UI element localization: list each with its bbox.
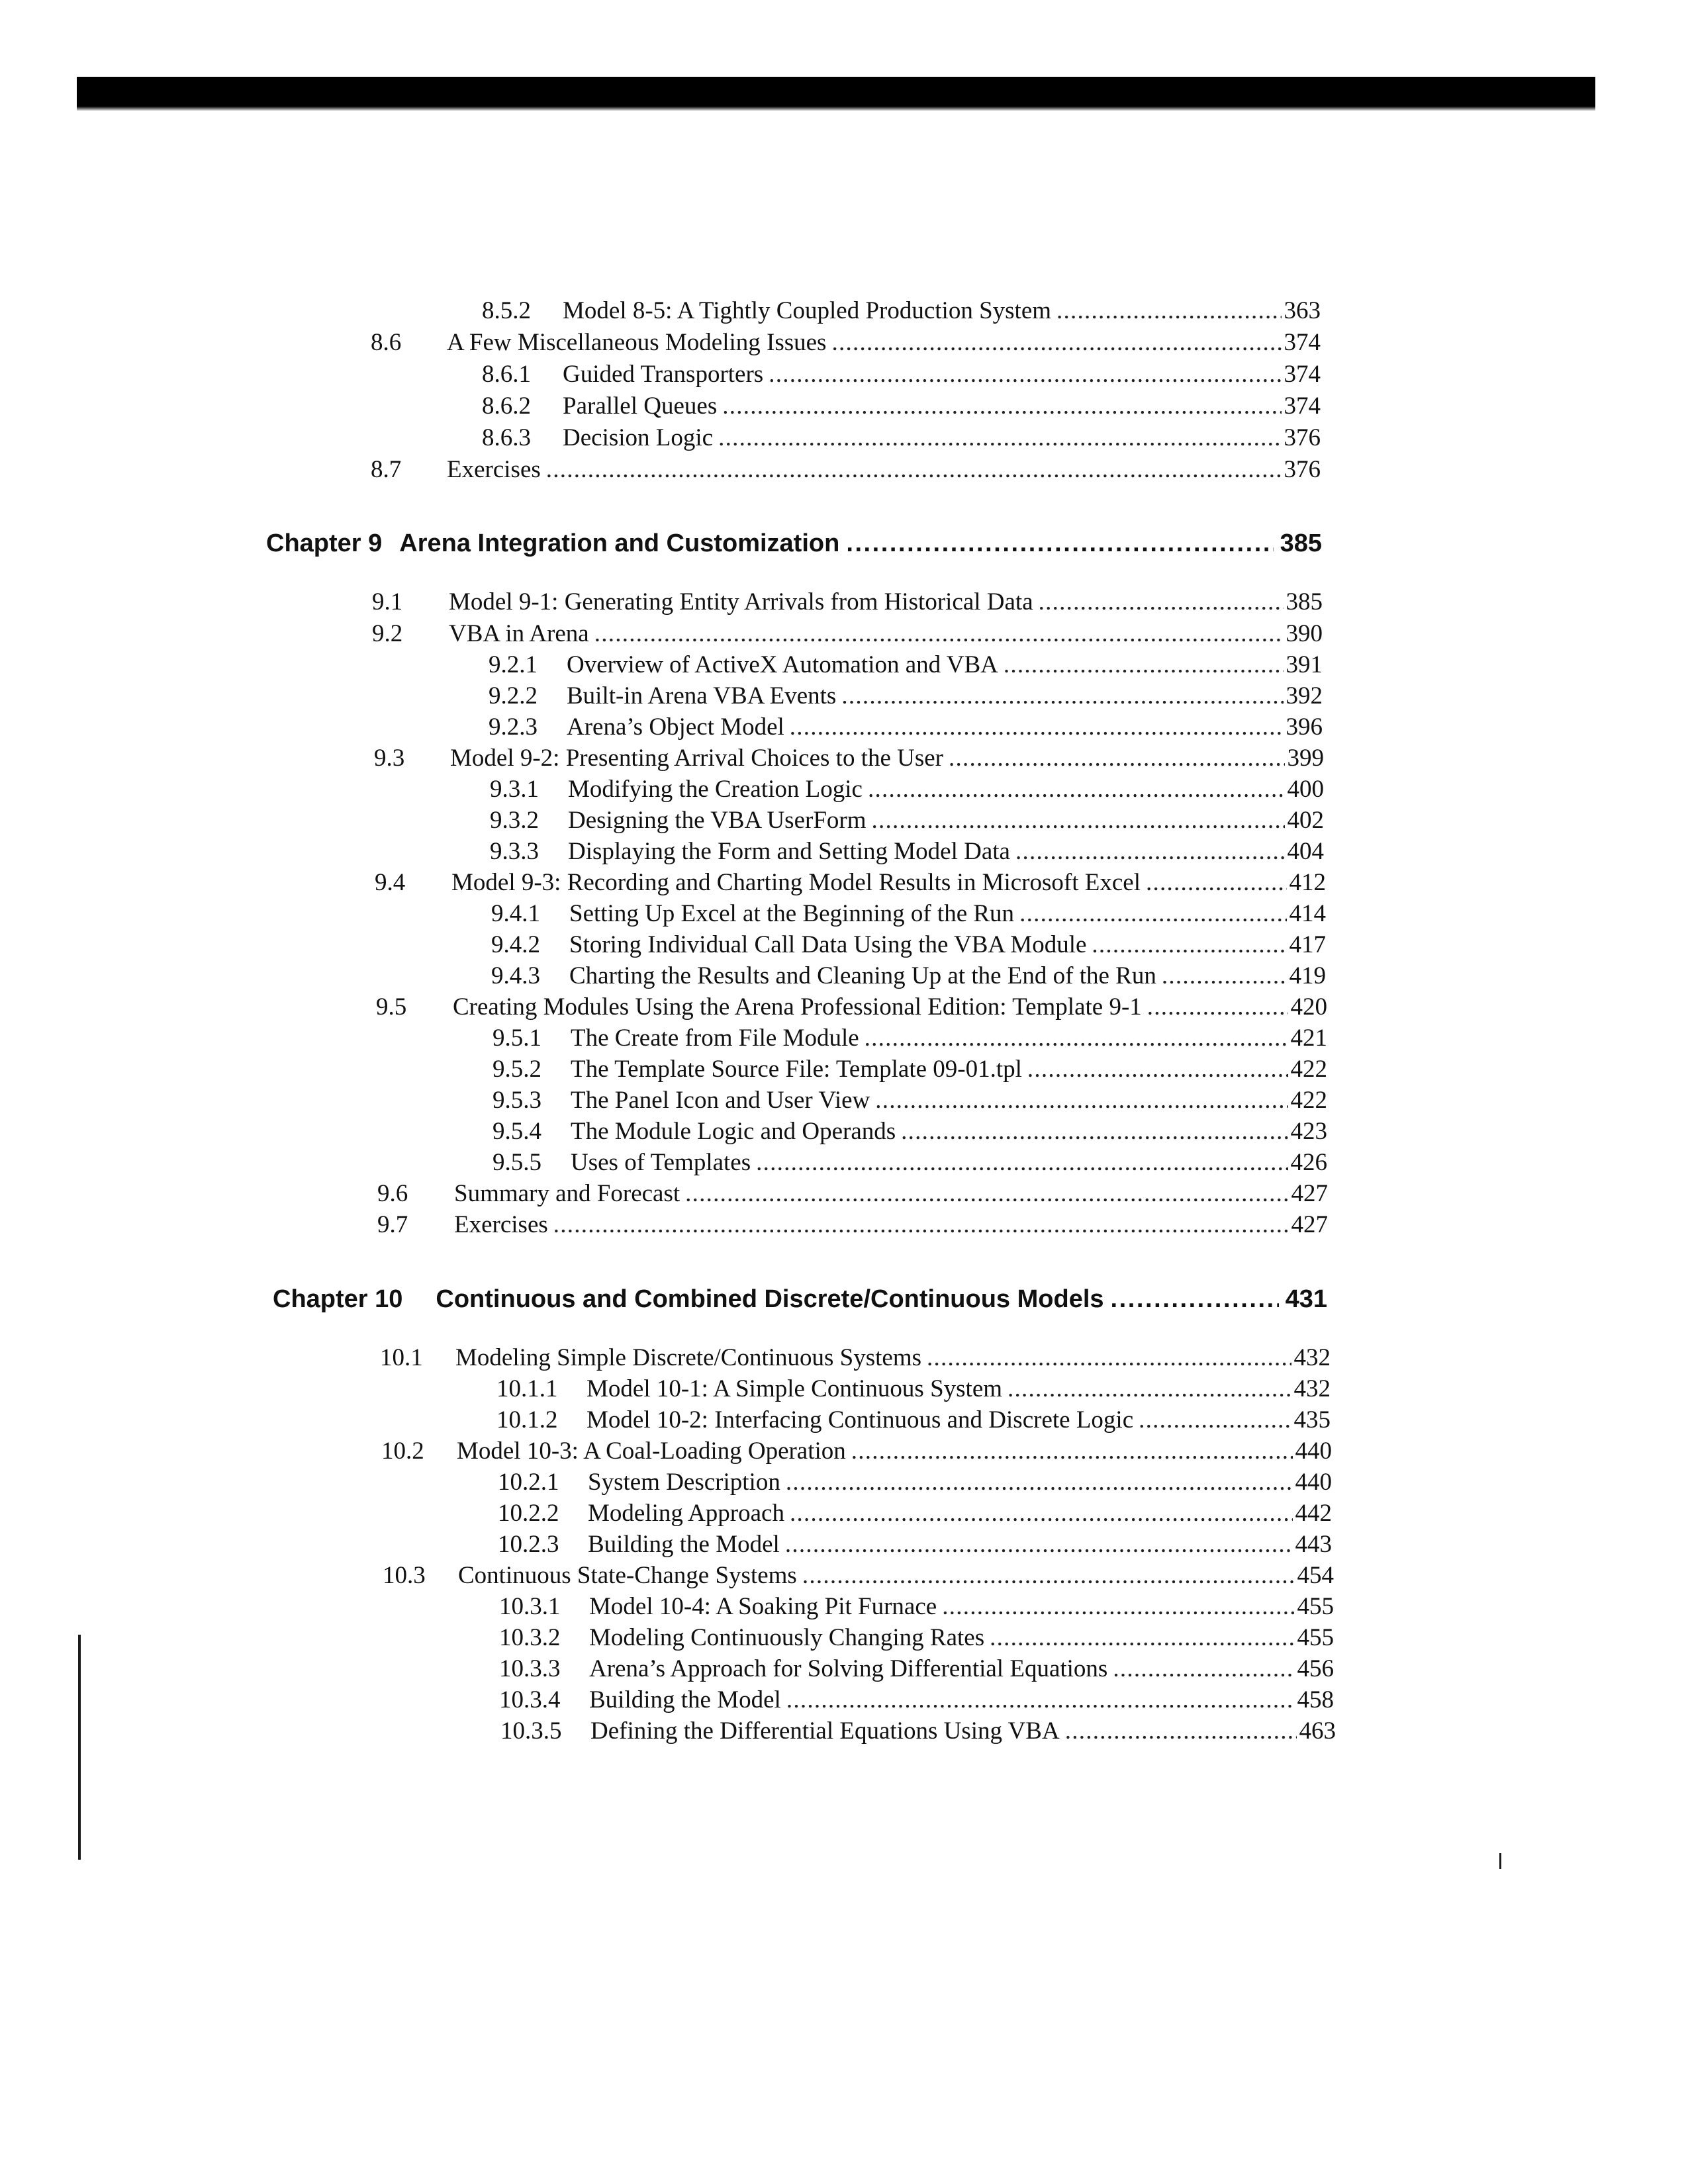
section-number: 9.2.1	[489, 651, 538, 678]
toc-entry[interactable]	[482, 296, 1321, 325]
section-number: 8.5.2	[482, 297, 531, 324]
toc-entry[interactable]	[492, 1055, 1327, 1083]
dot-leader	[1162, 962, 1287, 990]
section-number: 10.1	[380, 1344, 423, 1371]
chapter-label: Chapter 9	[266, 529, 383, 557]
section-number: 8.6	[371, 329, 402, 356]
dot-leader	[1008, 1375, 1291, 1403]
section-title: Modeling Approach	[588, 1500, 784, 1527]
page-number: 363	[1284, 297, 1321, 324]
section-title: The Template Source File: Template 09-01.tpl	[571, 1056, 1022, 1083]
toc-entry[interactable]	[496, 1406, 1331, 1434]
toc-entry[interactable]	[491, 962, 1326, 990]
section-title: Building the Model	[588, 1531, 780, 1558]
page-number: 455	[1297, 1593, 1334, 1620]
section-number: 8.6.2	[482, 392, 531, 420]
toc-entry[interactable]	[482, 392, 1321, 420]
section-title: Exercises	[454, 1211, 548, 1238]
section-title: Model 9-1: Generating Entity Arrivals from Historical Data	[449, 588, 1033, 615]
page-number: 443	[1295, 1531, 1332, 1558]
dot-leader	[1015, 837, 1285, 866]
toc-entry[interactable]	[492, 1086, 1327, 1115]
section-title: Building the Model	[589, 1686, 781, 1713]
dot-leader	[785, 1530, 1293, 1559]
dot-leader	[831, 328, 1281, 357]
section-number: 9.5.3	[492, 1087, 541, 1114]
page-number: 440	[1295, 1437, 1332, 1465]
page-number: 404	[1287, 838, 1324, 865]
toc-entry[interactable]	[371, 328, 1321, 357]
dot-leader	[949, 744, 1284, 772]
section-title: A Few Miscellaneous Modeling Issues	[447, 329, 827, 356]
toc-entry[interactable]	[500, 1717, 1336, 1745]
page-number: 419	[1289, 962, 1326, 989]
dot-leader	[927, 1343, 1291, 1372]
section-title: Decision Logic	[563, 424, 714, 451]
dot-leader	[1039, 588, 1284, 616]
dot-leader	[942, 1592, 1294, 1621]
toc-entry[interactable]	[499, 1686, 1334, 1714]
section-number: 10.3.1	[499, 1593, 561, 1620]
dot-leader	[1147, 993, 1288, 1021]
toc-entry[interactable]	[489, 682, 1323, 710]
toc-entry[interactable]	[380, 1343, 1331, 1372]
toc-entry[interactable]	[377, 1210, 1328, 1239]
page-number: 432	[1293, 1344, 1331, 1371]
dot-leader	[790, 1499, 1293, 1527]
section-number: 9.2	[372, 620, 403, 647]
toc-entry[interactable]	[371, 455, 1321, 484]
chapter-page-number: 385	[1280, 529, 1322, 557]
section-title: Modeling Continuously Changing Rates	[589, 1624, 985, 1651]
section-number: 9.3.1	[490, 776, 539, 803]
page-number: 435	[1293, 1406, 1331, 1433]
section-title: Charting the Results and Cleaning Up at the End of the Run	[569, 962, 1156, 989]
dot-leader	[790, 713, 1284, 741]
section-number: 9.5.5	[492, 1149, 541, 1176]
page-number: 374	[1284, 329, 1321, 356]
dot-leader	[872, 806, 1285, 835]
page-number: 455	[1297, 1624, 1334, 1651]
dot-leader	[594, 619, 1284, 648]
page-number: 454	[1297, 1562, 1334, 1589]
page-number: 420	[1290, 993, 1327, 1021]
section-number: 9.2.2	[489, 682, 538, 709]
section-title: VBA in Arena	[449, 620, 589, 647]
section-title: Built-in Arena VBA Events	[567, 682, 837, 709]
dot-leader	[1027, 1055, 1288, 1083]
dot-leader	[769, 360, 1281, 388]
dot-leader	[990, 1623, 1294, 1652]
dot-leader	[718, 424, 1281, 452]
section-number: 9.3.3	[490, 838, 539, 865]
dot-leader	[868, 775, 1285, 803]
section-number: 8.6.3	[482, 424, 531, 451]
dot-leader	[846, 529, 1273, 558]
section-title: Storing Individual Call Data Using the VBA Module	[569, 931, 1087, 958]
section-number: 10.2.1	[498, 1469, 559, 1496]
page-number: 463	[1299, 1717, 1336, 1745]
section-title: Model 10-4: A Soaking Pit Furnace	[589, 1593, 937, 1620]
section-title: System Description	[588, 1469, 780, 1496]
section-title: Model 9-3: Recording and Charting Model Results in Microsoft Excel	[451, 869, 1141, 896]
section-title: Modeling Simple Discrete/Continuous Systems	[455, 1344, 922, 1371]
page-number: 376	[1284, 424, 1321, 451]
page-number: 412	[1289, 869, 1326, 896]
section-title: Setting Up Excel at the Beginning of the Run	[569, 900, 1015, 927]
dot-leader	[1092, 931, 1286, 959]
page-number: 400	[1287, 776, 1324, 803]
section-title: Model 10-3: A Coal-Loading Operation	[457, 1437, 846, 1465]
section-number: 10.2	[381, 1437, 424, 1465]
toc-entry[interactable]	[482, 424, 1321, 452]
section-title: Parallel Queues	[563, 392, 718, 420]
page-number: 421	[1290, 1024, 1327, 1052]
toc-entry[interactable]	[490, 837, 1324, 866]
dot-leader	[786, 1468, 1293, 1496]
section-number: 10.3.4	[499, 1686, 561, 1713]
page-number: 432	[1293, 1375, 1331, 1402]
toc-entry[interactable]	[490, 806, 1324, 835]
page-number: 399	[1287, 745, 1324, 772]
page-number: 440	[1295, 1469, 1332, 1496]
chapter-heading	[266, 529, 1322, 558]
page-number: 417	[1289, 931, 1326, 958]
section-title: Defining the Differential Equations Using VBA	[590, 1717, 1060, 1745]
chapter-page-number: 431	[1285, 1285, 1327, 1313]
toc-entry[interactable]	[492, 1148, 1327, 1177]
dot-leader	[865, 1024, 1288, 1052]
page-number: 374	[1284, 392, 1321, 420]
section-title: Exercises	[447, 456, 541, 483]
page-number: 426	[1290, 1149, 1327, 1176]
dot-leader	[841, 682, 1283, 710]
dot-leader	[1146, 868, 1287, 897]
section-title: The Module Logic and Operands	[571, 1118, 896, 1145]
page-number: 392	[1286, 682, 1323, 709]
page-number: 427	[1291, 1211, 1328, 1238]
section-number: 10.2.2	[498, 1500, 559, 1527]
page-number: 374	[1284, 361, 1321, 388]
page-number: 414	[1289, 900, 1326, 927]
toc-entry[interactable]	[372, 588, 1323, 616]
section-title: Model 9-2: Presenting Arrival Choices to the User	[450, 745, 944, 772]
section-number: 10.1.2	[496, 1406, 558, 1433]
section-number: 9.5.2	[492, 1056, 541, 1083]
toc-entry[interactable]	[381, 1437, 1332, 1465]
page-number: 422	[1290, 1087, 1327, 1114]
dot-leader	[802, 1561, 1295, 1590]
toc-entry[interactable]	[489, 713, 1323, 741]
section-number: 9.1	[372, 588, 403, 615]
toc-entry[interactable]	[499, 1655, 1334, 1683]
dot-leader	[1065, 1717, 1297, 1745]
section-number: 10.3	[383, 1562, 426, 1589]
section-title: The Panel Icon and User View	[571, 1087, 870, 1114]
dot-leader	[1113, 1655, 1294, 1683]
chapter-title: Continuous and Combined Discrete/Continuous Models	[436, 1285, 1104, 1313]
section-title: Designing the VBA UserForm	[568, 807, 867, 834]
toc-entry[interactable]	[499, 1623, 1334, 1652]
section-title: Uses of Templates	[571, 1149, 751, 1176]
toc-entry[interactable]	[489, 651, 1323, 679]
section-number: 9.6	[377, 1180, 408, 1207]
dot-leader	[685, 1179, 1288, 1208]
toc-entry[interactable]	[491, 899, 1326, 928]
page-number: 427	[1291, 1180, 1328, 1207]
page-number: 385	[1286, 588, 1323, 615]
section-title: Continuous State-Change Systems	[458, 1562, 797, 1589]
section-title: Model 10-1: A Simple Continuous System	[586, 1375, 1003, 1402]
section-number: 9.3.2	[490, 807, 539, 834]
page-number: 376	[1284, 456, 1321, 483]
toc-entry[interactable]	[383, 1561, 1334, 1590]
section-title: Arena’s Object Model	[567, 713, 784, 741]
dot-leader	[1139, 1406, 1291, 1434]
section-number: 10.3.3	[499, 1655, 561, 1682]
section-number: 9.5	[376, 993, 407, 1021]
section-number: 10.1.1	[496, 1375, 558, 1402]
page-number: 390	[1286, 620, 1323, 647]
toc-entry[interactable]	[492, 1024, 1327, 1052]
chapter-title: Arena Integration and Customization	[399, 529, 840, 557]
section-title: The Create from File Module	[571, 1024, 859, 1052]
toc-entry[interactable]	[377, 1179, 1328, 1208]
section-title: Model 10-2: Interfacing Continuous and Discrete Logic	[586, 1406, 1134, 1433]
dot-leader	[901, 1117, 1288, 1146]
section-number: 9.2.3	[489, 713, 538, 741]
chapter-label: Chapter 10	[273, 1285, 403, 1313]
toc-entry[interactable]	[492, 1117, 1327, 1146]
dot-leader	[722, 392, 1281, 420]
section-number: 9.4.2	[491, 931, 540, 958]
section-number: 8.6.1	[482, 361, 531, 388]
toc-entry[interactable]	[498, 1530, 1332, 1559]
chapter-heading	[273, 1285, 1327, 1314]
page-number: 442	[1295, 1500, 1332, 1527]
page-number: 456	[1297, 1655, 1334, 1682]
page-number: 423	[1290, 1118, 1327, 1145]
section-number: 10.3.5	[500, 1717, 562, 1745]
toc-entry[interactable]	[376, 993, 1327, 1021]
dot-leader	[1056, 296, 1281, 325]
page-number: 458	[1297, 1686, 1334, 1713]
section-title: Summary and Forecast	[454, 1180, 680, 1207]
toc-entry[interactable]	[490, 775, 1324, 803]
section-title: Displaying the Form and Setting Model Data	[568, 838, 1010, 865]
section-title: Model 8-5: A Tightly Coupled Production System	[563, 297, 1052, 324]
section-number: 9.5.4	[492, 1118, 541, 1145]
section-number: 9.3	[374, 745, 405, 772]
dot-leader	[1004, 651, 1284, 679]
section-number: 10.3.2	[499, 1624, 561, 1651]
toc-entry[interactable]	[372, 619, 1323, 648]
section-title: Overview of ActiveX Automation and VBA	[567, 651, 998, 678]
toc-entry[interactable]	[496, 1375, 1331, 1403]
section-title: Guided Transporters	[563, 361, 764, 388]
page-number: 396	[1286, 713, 1323, 741]
toc-entry[interactable]	[498, 1499, 1332, 1527]
dot-leader	[756, 1148, 1288, 1177]
section-number: 8.7	[371, 456, 402, 483]
page-number: 391	[1286, 651, 1323, 678]
dot-leader	[786, 1686, 1295, 1714]
toc-entry[interactable]	[499, 1592, 1334, 1621]
section-number: 9.7	[377, 1211, 408, 1238]
page-number: 402	[1287, 807, 1324, 834]
dot-leader	[875, 1086, 1288, 1115]
section-title: Creating Modules Using the Arena Professional Edition: Template 9-1	[453, 993, 1142, 1021]
section-title: Arena’s Approach for Solving Differential Equations	[589, 1655, 1108, 1682]
dot-leader	[553, 1210, 1289, 1239]
toc-entry[interactable]	[498, 1468, 1332, 1496]
toc-entry[interactable]	[491, 931, 1326, 959]
toc-entry[interactable]	[482, 360, 1321, 388]
dot-leader	[1111, 1285, 1279, 1314]
toc-entry[interactable]	[375, 868, 1326, 897]
section-number: 9.4.3	[491, 962, 540, 989]
dot-leader	[1019, 899, 1286, 928]
section-number: 9.4.1	[491, 900, 540, 927]
dot-leader	[546, 455, 1282, 484]
section-number: 9.4	[375, 869, 406, 896]
section-number: 10.2.3	[498, 1531, 559, 1558]
section-title: Modifying the Creation Logic	[568, 776, 863, 803]
toc-entry[interactable]	[374, 744, 1324, 772]
page-number: 422	[1290, 1056, 1327, 1083]
dot-leader	[851, 1437, 1293, 1465]
section-number: 9.5.1	[492, 1024, 541, 1052]
